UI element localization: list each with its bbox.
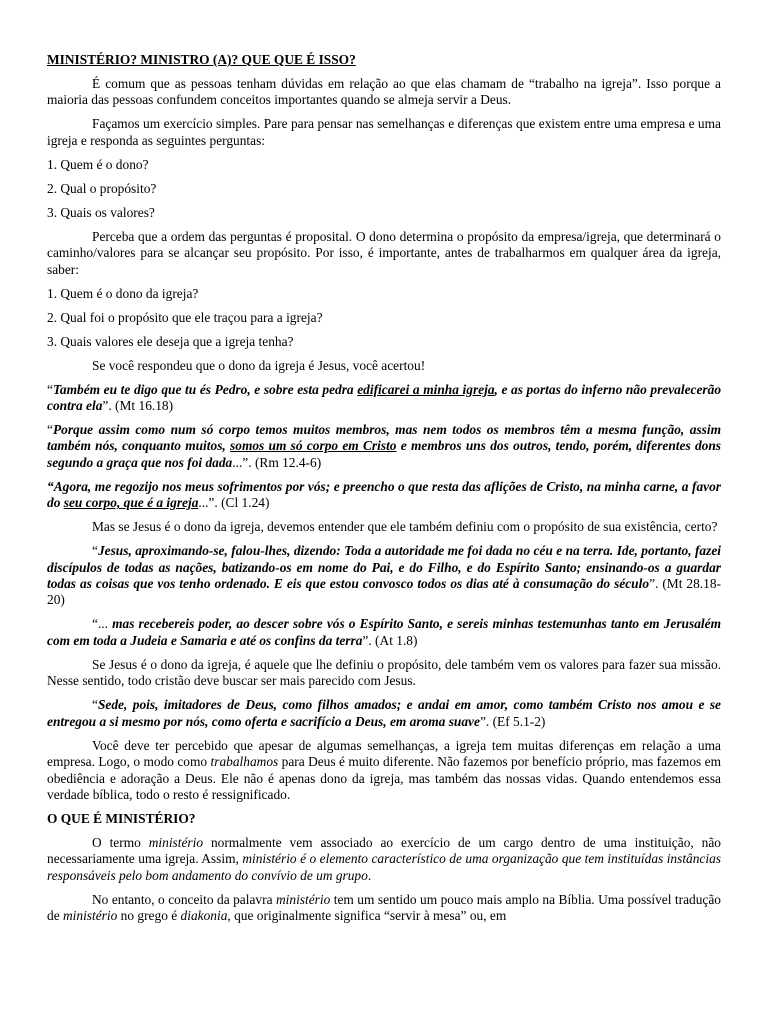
quote-reference: ...”. (Cl 1.24) <box>198 495 270 511</box>
text-italic: ministério <box>275 891 331 907</box>
quote-text: e membros uns dos outros, tendo, porém, diferentes dons segundo a graça que nos foi dada <box>47 438 722 470</box>
quote-cl1 <box>47 479 721 512</box>
paragraph-ministry-bible <box>47 892 721 925</box>
quote-text: “Agora, me regozijo nos meus sofrimentos por vós; e preencho o que resta das aflições de Cristo, na minha carne, a favor do <box>47 478 721 511</box>
quote-reference: ”. (Ef 5.1-2) <box>479 713 546 729</box>
quote-mark: “ <box>92 543 98 559</box>
text-run: para Deus é muito diferente. Não fazemos por benefício próprio, mas fazemos em obediência e adoração a Deus. Ele não é apenas dono da igreja, mas também das nossas vidas. Quando entendemos essa verdade bíblica, todo o resto é ressignificado. <box>47 754 721 802</box>
quote-text: Jesus, aproximando-se, falou-lhes, dizendo: Toda a autoridade me foi dada no céu e na terra. Ide, portanto, fazei discípulos de todas as nações, batizando-os em nome do Pai, e do Filho, e do Espírito Santo; ensinando-os a guardar todas as coisas que vos tenho ordenado. E eis que estou convosco todos os dias até à consumação do século <box>47 543 721 592</box>
text-italic: ministério <box>63 908 118 924</box>
paragraph-exercise: Façamos um exercício simples. Pare para pensar nas semelhanças e diferenças que existem entre uma empresa e uma igreja e responda as seguintes perguntas: <box>47 116 721 148</box>
quote-at1 <box>47 616 721 649</box>
quote-underlined: seu corpo, que é a igreja <box>63 495 199 511</box>
list-item: 3. Quais os valores? <box>47 204 155 220</box>
quote-mark: “ <box>92 697 98 713</box>
quote-reference: ”. (Mt 28.18-20) <box>47 576 721 608</box>
paragraph-answer: Se você respondeu que o dono da igreja é Jesus, você acertou! <box>92 357 426 373</box>
quote-mark: “ <box>47 422 53 438</box>
document-title: MINISTÉRIO? MINISTRO (A)? QUE QUE É ISSO? <box>47 52 356 67</box>
list-item: 1. Quem é o dono? <box>47 156 149 172</box>
text-italic: trabalhamos <box>210 754 279 770</box>
text-run: normalmente vem associado ao exercício de um cargo dentro de uma instituição, não necessariamente uma igreja. Assim, <box>47 834 721 867</box>
quote-text: mas recebereis poder, ao descer sobre vós o Espírito Santo, e sereis minhas testemunhas tanto em Jerusalém com em toda a Judeia e Samaria e até os confins da terra <box>47 616 721 648</box>
quote-rm12 <box>47 422 721 471</box>
paragraph-ministry-term <box>47 835 721 884</box>
quote-mt28 <box>47 543 721 609</box>
quote-ef5 <box>47 697 721 730</box>
quote-text: Porque assim como num só corpo temos muitos membros, mas nem todos os membros têm a mesma função, assim também nós, conquanto muitos, <box>47 422 721 454</box>
list-item: 3. Quais valores ele deseja que a igreja tenha? <box>47 333 294 349</box>
text-run: Você deve ter percebido que apesar de algumas semelhanças, a igreja tem muitas diferenças em relação a uma empresa. Logo, o modo como <box>47 737 721 770</box>
text-run: no grego é <box>117 908 181 924</box>
text-run: No entanto, o conceito da palavra <box>92 891 276 907</box>
quote-text: Também eu te digo que tu és Pedro, e sobre esta pedra <box>52 381 358 397</box>
text-run: . <box>367 867 372 883</box>
quote-reference: ”. (Mt 16.18) <box>102 398 174 414</box>
quote-reference: ...”. (Rm 12.4-6) <box>232 454 322 470</box>
text-run: , que originalmente significa “servir à mesa” ou, em <box>227 908 507 924</box>
paragraph-intro: É comum que as pessoas tenham dúvidas em relação ao que elas chamam de “trabalho na igreja”. Isso porque a maioria das pessoas confundem conceitos importantes quando se almeja servir a Deus. <box>47 76 721 108</box>
list-item: 2. Qual o propósito? <box>47 180 157 196</box>
document-page <box>47 52 721 932</box>
paragraph-values: Se Jesus é o dono da igreja, é aquele que lhe definiu o propósito, dele também vem os valores para fazer sua missão. Nesse sentido, todo cristão deve buscar ser mais parecido com Jesus. <box>47 656 721 689</box>
paragraph-difference <box>47 738 721 804</box>
text-italic: ministério <box>148 834 204 850</box>
list-item: 1. Quem é o dono da igreja? <box>47 285 199 301</box>
quote-underlined: edificarei a minha igreja <box>357 381 495 397</box>
quote-mark: “ <box>47 381 53 397</box>
quote-mt16 <box>47 382 721 415</box>
paragraph-order: Perceba que a ordem das perguntas é proposital. O dono determina o propósito da empresa/igreja, que determinará o caminho/valores para se alcançar seu propósito. Por isso, é importante, antes de trabalharmos em qualquer área da igreja, saber: <box>47 228 721 277</box>
text-run: O termo <box>92 834 149 850</box>
list-item: 2. Qual foi o propósito que ele traçou para a igreja? <box>47 309 323 325</box>
quote-mark: “... <box>92 616 113 632</box>
section-heading: O QUE É MINISTÉRIO? <box>47 810 196 826</box>
text-italic: diakonia <box>180 908 228 924</box>
paragraph-purpose: Mas se Jesus é o dono da igreja, devemos entender que ele também definiu com o propósito de sua existência, certo? <box>92 519 718 535</box>
quote-text: , e as portas do inferno não prevalecerão contra ela <box>47 381 722 414</box>
quote-underlined: somos um só corpo em Cristo <box>230 438 397 454</box>
text-italic: ministério é o elemento característico de uma organização que tem instituídas instâncias responsáveis pelo bom andamento do convívio de um grupo <box>47 851 721 883</box>
quote-text: Sede, pois, imitadores de Deus, como filhos amados; e andai em amor, como também Cristo nos amou e se entregou a si mesmo por nós, como oferta e sacrifício a Deus, em aroma suave <box>47 697 721 729</box>
quote-reference: ”. (At 1.8) <box>362 632 418 648</box>
text-run: tem um sentido um pouco mais amplo na Bíblia. Uma possível tradução de <box>47 891 722 924</box>
